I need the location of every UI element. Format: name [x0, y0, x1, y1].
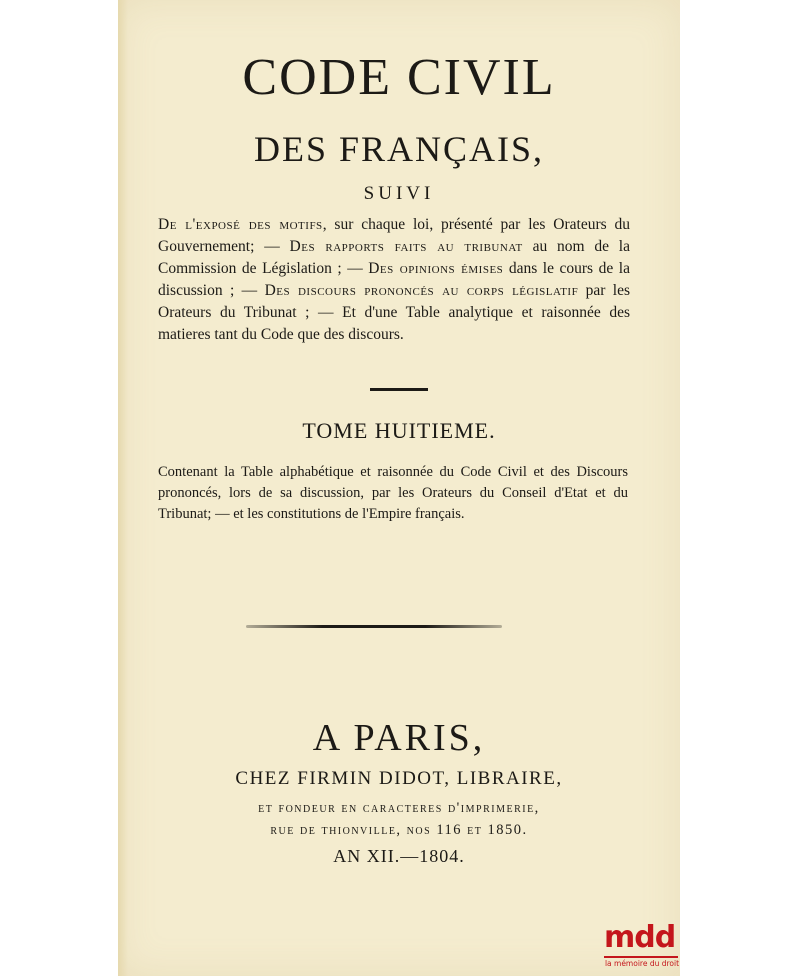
main-title: CODE CIVIL [242, 49, 556, 106]
mdd-logo-mark: mdd [604, 920, 676, 955]
intro-text-1: , sur chaque loi, présenté par les Orateurs du Gouvernement; — [158, 216, 630, 255]
ornamental-rule [246, 625, 502, 628]
volume-title: TOME HUITIEME. [302, 418, 496, 443]
subtitle: DES FRANÇAIS, [253, 129, 545, 169]
intro-text-3: dans le cours de la discussion ; — [158, 260, 630, 299]
intro-sc-3: Des opinions émises [368, 260, 504, 277]
intro-text-4: par les Orateurs du Tribunat ; — Et d'une Table analytique et raisonnée des matieres tant du Code que des discours. [158, 282, 630, 343]
mdd-logo-bar [604, 956, 678, 958]
intro-sc-2: Des rapports faits au tribunat [289, 238, 523, 255]
imprint-line-2: et fondeur en caracteres d'imprimerie, [258, 800, 540, 816]
divider-rule [370, 388, 428, 391]
mdd-logo-tagline: la mémoire du droit [604, 959, 680, 968]
intro-sc-1: De l'exposé des motifs [158, 216, 323, 233]
imprint-date: AN XII.—1804. [333, 846, 465, 866]
imprint-publisher: CHEZ FIRMIN DIDOT, LIBRAIRE, [235, 768, 563, 789]
intro-paragraph [158, 214, 630, 346]
imprint-city: A PARIS, [312, 717, 486, 759]
imprint-line-3: rue de thionville, nos 116 et 1850. [270, 822, 528, 838]
intro-text-2: au nom de la Commission de Législation ; — [158, 238, 630, 277]
mdd-logo [600, 922, 684, 970]
intro-sc-4: Des discours prononcés au corps législatif [264, 282, 579, 299]
subtitle-suivi: SUIVI [363, 183, 435, 204]
volume-description: Contenant la Table alphabétique et raisonnée du Code Civil et des Discours prononcés, lors de sa discussion, par les Orateurs du Conseil d'Etat et du Tribunat; — et les constitutions de l'Empire français. [158, 464, 628, 522]
title-page [118, 0, 680, 976]
